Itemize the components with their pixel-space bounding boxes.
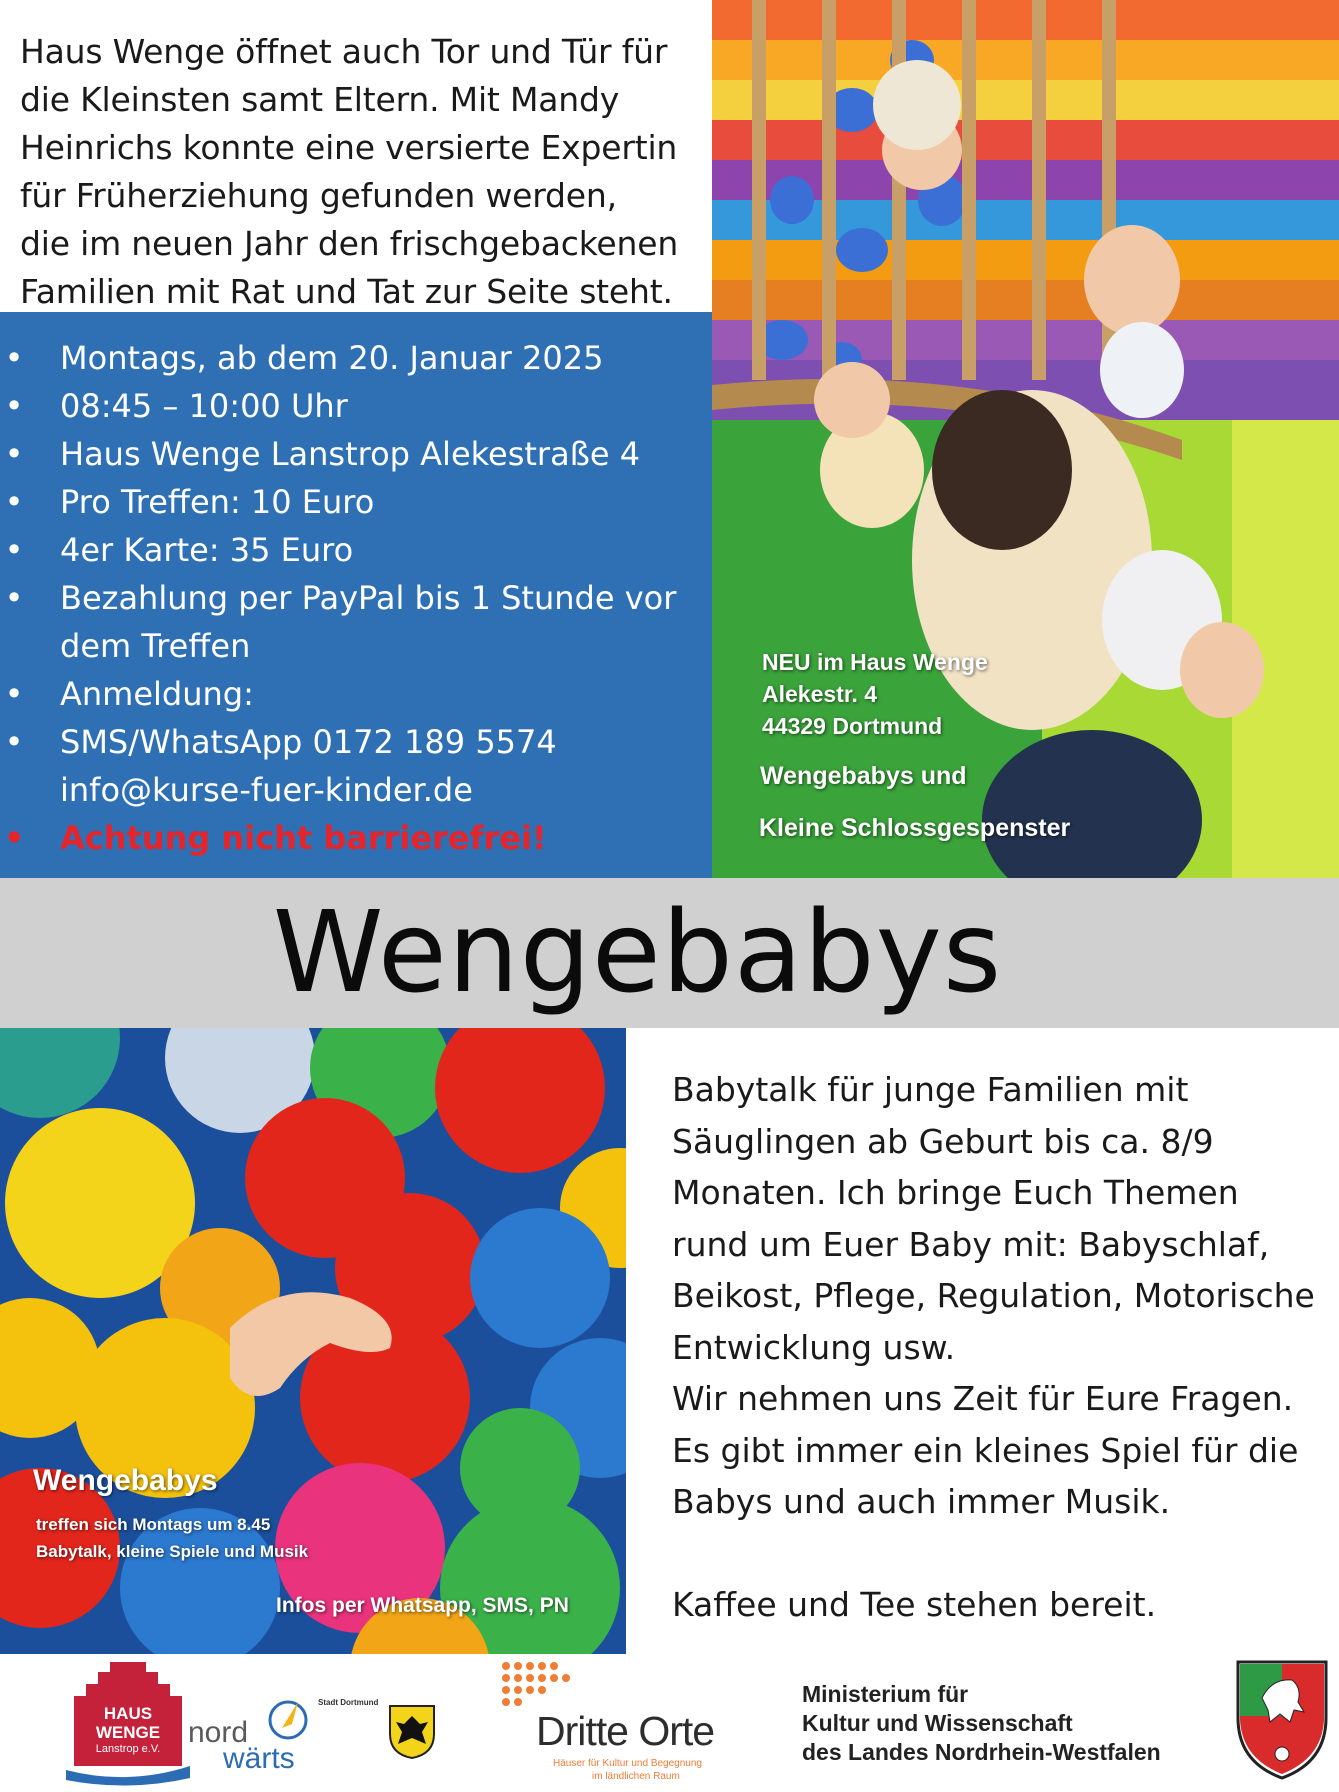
intro-line: die Kleinsten samt Eltern. Mit Mandy <box>20 80 620 119</box>
photo-caption-group: Wengebabys und <box>760 762 967 790</box>
haus-wenge-logo: HAUS WENGE Lanstrop e.V. <box>64 1662 192 1786</box>
description-line: Säuglingen ab Geburt bis ca. 8/9 <box>672 1121 1214 1161</box>
bullet-icon: • <box>4 819 25 857</box>
ministry-text: Ministerium für Kultur und Wissenschaft des Landes Nordrhein-Westfalen <box>802 1681 1161 1765</box>
description-text <box>672 1064 1322 1631</box>
ball-caption-title: Wengebabys <box>33 1464 218 1497</box>
description-line: Entwicklung usw. <box>672 1327 956 1367</box>
page-title: Wengebabys <box>272 888 1003 1018</box>
dortmund-eagle-icon <box>388 1704 436 1760</box>
nrw-coat-of-arms-logo <box>1232 1658 1332 1782</box>
photo-babies-playing <box>712 0 1339 885</box>
info-item-warning: • Achtung nicht barrierefrei! <box>0 814 712 862</box>
info-item-payment: • Bezahlung per PayPal bis 1 Stunde vor dem Treffen <box>0 574 712 670</box>
email-link[interactable]: info@kurse-fuer-kinder.de <box>60 771 473 809</box>
bullet-icon: • <box>4 435 24 473</box>
photo-caption-group-2: Kleine Schlossgespenster <box>759 814 1071 842</box>
description-line: Monaten. Ich bringe Euch Themen <box>672 1173 1239 1212</box>
compass-icon <box>258 1694 318 1744</box>
ball-caption-line: Infos per Whatsapp, SMS, PN <box>276 1594 569 1617</box>
footer-logos <box>0 1654 1339 1792</box>
intro-line: Heinrichs konnte eine versierte Expertin <box>20 128 678 167</box>
info-list <box>0 312 712 862</box>
dritte-orte-logo: Dritte Orte Häuser für Kultur und Begegnung im ländlichen Raum <box>498 1656 743 1786</box>
info-item-price: • Pro Treffen: 10 Euro <box>0 478 712 526</box>
bullet-icon: • <box>4 675 24 713</box>
description-line: Babys und auch immer Musik. <box>672 1482 1171 1521</box>
bullet-icon: • <box>4 723 24 761</box>
info-item-card: • 4er Karte: 35 Euro <box>0 526 712 574</box>
description-line: Es gibt immer ein kleines Spiel für die <box>672 1430 1299 1470</box>
info-item-contact <box>0 718 712 814</box>
photo-illustration <box>712 0 1339 885</box>
phone-number[interactable]: SMS/WhatsApp 0172 189 5574 <box>60 723 557 761</box>
intro-line: die im neuen Jahr den frischgebackenen <box>20 224 679 263</box>
info-item-location: • Haus Wenge Lanstrop Alekestraße 4 <box>0 430 712 478</box>
description-line: rund um Euer Baby mit: Babyschlaf, <box>672 1224 1270 1264</box>
info-item-registration: • Anmeldung: <box>0 670 712 718</box>
bullet-icon: • <box>4 483 24 521</box>
ball-caption-line: treffen sich Montags um 8.45 <box>36 1515 271 1534</box>
nrw-shield-icon <box>1232 1658 1332 1782</box>
description-closing: Kaffee und Tee stehen bereit. <box>672 1585 1157 1624</box>
info-box <box>0 312 712 878</box>
description-line: Wir nehmen uns Zeit für Eure Fragen. <box>672 1379 1294 1418</box>
description-line: Beikost, Pflege, Regulation, Motorische <box>672 1276 1315 1315</box>
photo-caption-address: NEU im Haus Wenge Alekestr. 4 44329 Dortmund <box>762 649 988 739</box>
nordwaerts-logo: nord wärts <box>188 1694 318 1774</box>
ball-caption-line: Babytalk, kleine Spiele und Musik <box>36 1542 309 1561</box>
intro-line: Familien mit Rat und Tat zur Seite steht. <box>20 272 673 311</box>
stadt-dortmund-logo: Stadt Dortmund <box>318 1698 438 1778</box>
title-band <box>0 878 1339 1028</box>
intro-text <box>20 28 710 316</box>
info-item-time: • 08:45 – 10:00 Uhr <box>0 382 712 430</box>
intro-line: für Früherziehung gefunden werden, <box>20 176 617 215</box>
intro-line: Haus Wenge öffnet auch Tor und Tür für <box>20 32 668 71</box>
bullet-icon: • <box>4 579 24 617</box>
info-item-date: • Montags, ab dem 20. Januar 2025 <box>0 334 712 382</box>
bullet-icon: • <box>4 339 24 377</box>
bullet-icon: • <box>4 531 24 569</box>
bullet-icon: • <box>4 387 24 425</box>
description-line: Babytalk für junge Familien mit <box>672 1070 1189 1109</box>
photo-ball-pit <box>0 1028 626 1654</box>
